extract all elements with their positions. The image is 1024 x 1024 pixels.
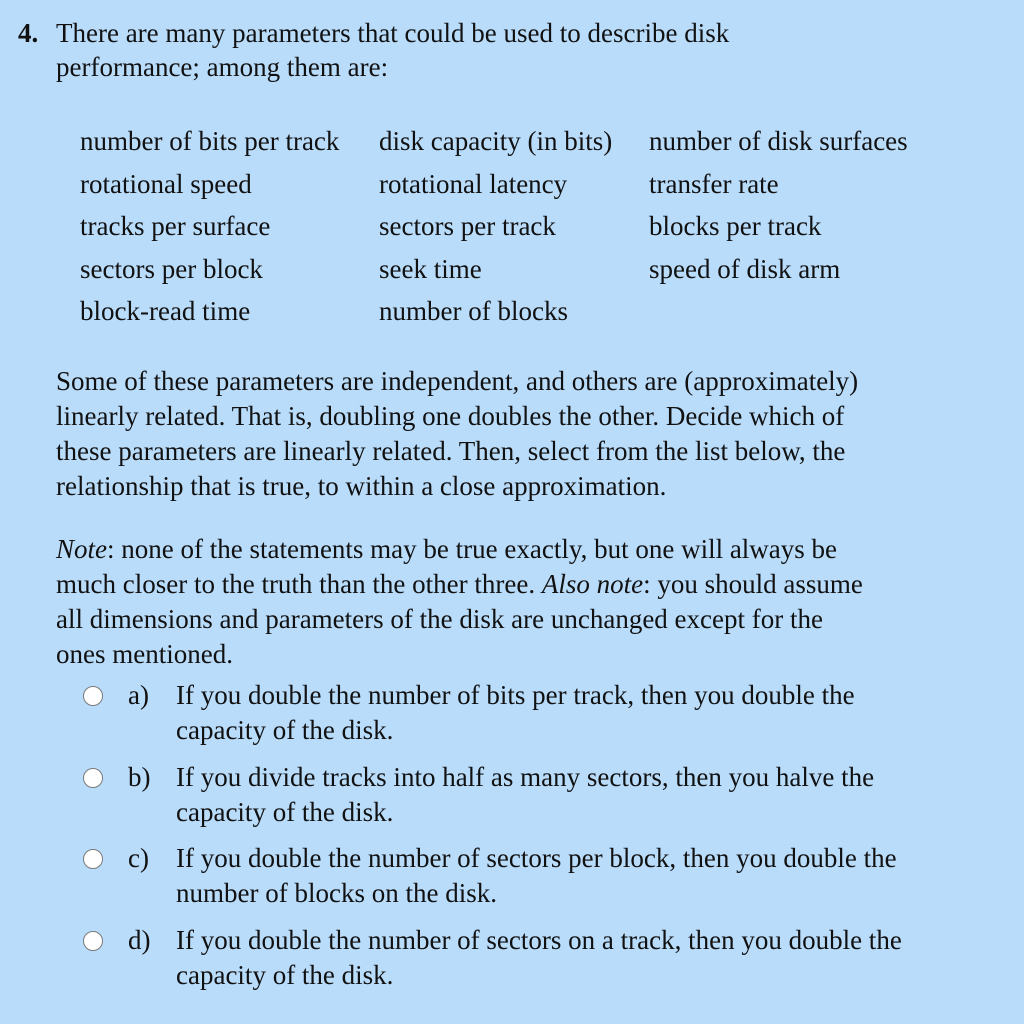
- option-d-radio[interactable]: [83, 931, 103, 951]
- parameter-cell: speed of disk arm: [649, 253, 841, 284]
- note-text: much closer to the truth than the other three.: [56, 569, 542, 599]
- option-b[interactable]: [80, 760, 1010, 842]
- parameter-cell: seek time: [379, 253, 482, 284]
- instructions-line: linearly related. That is, doubling one doubles the other. Decide which of: [56, 401, 845, 431]
- option-text: [176, 923, 902, 993]
- parameter-cell: number of blocks: [379, 296, 568, 326]
- note-line: [56, 532, 986, 567]
- parameter-cell: [649, 290, 969, 333]
- instructions-paragraph: [56, 364, 986, 504]
- option-text: [176, 841, 897, 911]
- parameter-cell: block-read time: [80, 296, 251, 326]
- parameter-cell: number of bits per track: [80, 126, 340, 156]
- note-label: Note: [56, 534, 107, 564]
- parameter-cell: sectors per track: [379, 211, 556, 241]
- parameter-cell: sectors per block: [80, 253, 263, 284]
- option-text: [176, 760, 874, 830]
- parameter-cell: rotational latency: [379, 168, 568, 199]
- parameter-row: [80, 290, 969, 333]
- option-text-line: number of blocks on the disk.: [176, 878, 497, 908]
- parameter-cell: rotational speed: [80, 168, 252, 199]
- answer-options: [80, 678, 1010, 1004]
- option-text-line: If you double the number of bits per track, then you double the: [176, 680, 855, 710]
- option-text-line: If you double the number of sectors on a track, then you double the: [176, 924, 902, 955]
- option-letter: c): [128, 843, 149, 873]
- question-stem-line: performance; among them are:: [56, 52, 389, 82]
- option-c[interactable]: [80, 841, 1010, 923]
- option-letter: b): [128, 761, 151, 792]
- note-text: : you should assume: [643, 569, 863, 599]
- instructions-line: these parameters are linearly related. Then, select from the list below, the: [56, 436, 846, 466]
- option-letter: a): [128, 680, 149, 710]
- instructions-line: Some of these parameters are independent, and others are (approximately): [56, 366, 859, 396]
- parameter-cell: number of disk surfaces: [649, 126, 908, 156]
- option-letter: d): [128, 924, 151, 955]
- note-line: [56, 567, 986, 602]
- instructions-line: relationship that is true, to within a close approximation.: [56, 471, 667, 501]
- option-c-radio[interactable]: [83, 849, 103, 869]
- option-d[interactable]: [80, 923, 1010, 1005]
- parameter-cell: transfer rate: [649, 168, 779, 199]
- question-stem-line: There are many parameters that could be used to describe disk: [56, 18, 730, 48]
- option-text-line: capacity of the disk.: [176, 715, 394, 745]
- parameter-cell: tracks per surface: [80, 211, 271, 241]
- note-line: all dimensions and parameters of the disk are unchanged except for the: [56, 604, 823, 634]
- option-text-line: capacity of the disk.: [176, 796, 394, 827]
- also-note-label: Also note: [541, 569, 644, 599]
- parameter-row: [80, 163, 969, 206]
- question-stem: [56, 16, 976, 84]
- note-line: ones mentioned.: [56, 639, 233, 669]
- option-a-radio[interactable]: [83, 686, 103, 706]
- parameter-cell: disk capacity (in bits): [379, 126, 613, 156]
- option-a[interactable]: [80, 678, 1010, 760]
- parameter-row: [80, 248, 969, 291]
- question-number: 4.: [18, 18, 39, 48]
- option-text-line: capacity of the disk.: [176, 959, 394, 990]
- parameter-table: [80, 120, 969, 333]
- option-text-line: If you divide tracks into half as many sectors, then you halve the: [176, 761, 875, 792]
- parameter-row: [80, 120, 969, 163]
- parameter-row: [80, 205, 969, 248]
- option-text-line: If you double the number of sectors per block, then you double the: [176, 843, 897, 873]
- note-paragraph: [56, 532, 986, 672]
- option-b-radio[interactable]: [83, 768, 103, 788]
- note-text: : none of the statements may be true exactly, but one will always be: [107, 534, 838, 564]
- parameter-cell: blocks per track: [649, 211, 822, 241]
- option-text: [176, 678, 855, 748]
